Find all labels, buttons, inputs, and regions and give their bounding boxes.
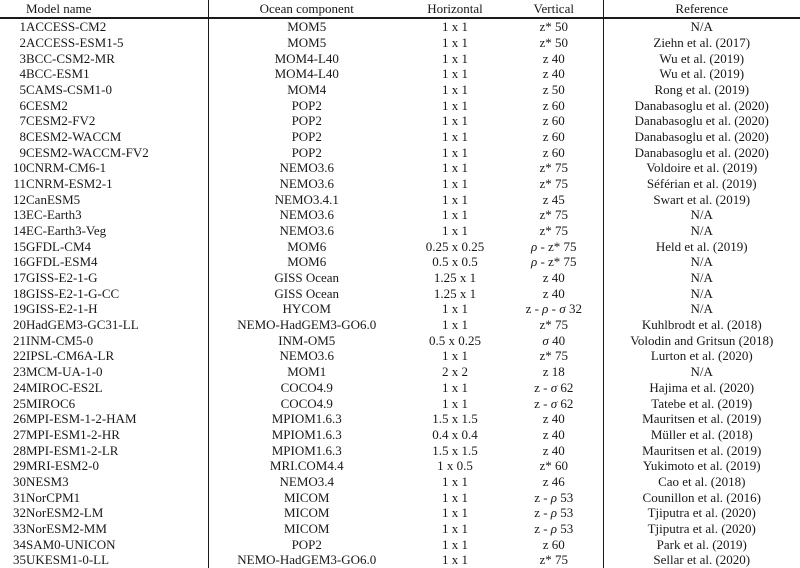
table-row — [0, 82, 800, 98]
reference: Lurton et al. (2020) — [650, 348, 753, 364]
ocean-component: NEMO3.6 — [279, 176, 335, 192]
row-number: 25 — [13, 395, 26, 411]
ocean-component: NEMO3.6 — [279, 207, 335, 223]
vertical-resolution: z* 50 — [505, 35, 603, 51]
table-row — [0, 411, 800, 427]
vertical-resolution: z - σ 62 — [505, 395, 603, 411]
horizontal-resolution: 1 x 1 — [442, 395, 468, 411]
vertical-resolution: z 40 — [505, 411, 603, 427]
reference: N/A — [690, 207, 713, 223]
model-name: MIROC6 — [26, 395, 208, 411]
row-number: 9 — [19, 144, 26, 160]
table-row — [0, 113, 800, 129]
horizontal-resolution: 1 x 1 — [442, 19, 468, 35]
vertical-resolution: z 40 — [505, 50, 603, 66]
reference: N/A — [690, 270, 713, 286]
model-name: MPI-ESM-1-2-HAM — [26, 411, 208, 427]
table-row — [0, 458, 800, 474]
reference: N/A — [690, 19, 713, 35]
table-row — [0, 35, 800, 51]
vertical-resolution: z - ρ 53 — [505, 505, 603, 521]
reference: Cao et al. (2018) — [658, 473, 746, 489]
table-body — [0, 18, 800, 568]
vertical-resolution: z* 75 — [505, 160, 603, 176]
reference: Sellar et al. (2020) — [653, 552, 751, 568]
horizontal-resolution: 1.5 x 1.5 — [432, 442, 478, 458]
ocean-component: GISS Ocean — [274, 285, 340, 301]
ocean-component: POP2 — [291, 144, 322, 160]
reference: Müller et al. (2018) — [650, 426, 753, 442]
row-number: 19 — [13, 301, 26, 317]
row-number: 34 — [13, 536, 26, 552]
table-row — [0, 97, 800, 113]
horizontal-resolution: 1 x 1 — [442, 552, 468, 568]
model-name: MPI-ESM1-2-HR — [26, 427, 208, 443]
ocean-component: NEMO3.4 — [279, 473, 335, 489]
horizontal-resolution: 1 x 1 — [442, 223, 468, 239]
horizontal-resolution: 1 x 1 — [442, 160, 468, 176]
table-row — [0, 442, 800, 458]
model-name: BCC-CSM2-MR — [26, 50, 208, 66]
horizontal-resolution: 1 x 1 — [442, 176, 468, 192]
header-vertical: Vertical — [505, 0, 603, 18]
ocean-component: MOM5 — [287, 19, 327, 35]
table-row — [0, 176, 800, 192]
vertical-resolution: z - ρ 53 — [505, 521, 603, 537]
row-number: 1 — [19, 19, 26, 35]
horizontal-resolution: 1.25 x 1 — [433, 270, 477, 286]
model-name: GFDL-CM4 — [26, 238, 208, 254]
horizontal-resolution: 1 x 1 — [442, 536, 468, 552]
vertical-resolution: ρ - z* 75 — [505, 254, 603, 270]
row-number: 11 — [13, 176, 26, 192]
model-name: CAMS-CSM1-0 — [26, 82, 208, 98]
row-number: 23 — [13, 364, 26, 380]
reference: Danabasoglu et al. (2020) — [634, 97, 769, 113]
model-name: CanESM5 — [26, 191, 208, 207]
row-number: 29 — [13, 458, 26, 474]
model-name: CESM2-WACCM-FV2 — [26, 144, 208, 160]
vertical-resolution: z 60 — [505, 129, 603, 145]
row-number: 27 — [13, 426, 26, 442]
model-name: NorESM2-MM — [26, 521, 208, 537]
horizontal-resolution: 2 x 2 — [442, 364, 468, 380]
ocean-component: MPIOM1.6.3 — [271, 442, 342, 458]
model-name: ACCESS-CM2 — [26, 18, 208, 35]
table-row — [0, 301, 800, 317]
horizontal-resolution: 1 x 1 — [442, 82, 468, 98]
reference: Wu et al. (2019) — [659, 50, 745, 66]
reference: Rong et al. (2019) — [654, 82, 750, 98]
row-number: 32 — [13, 505, 26, 521]
row-number: 33 — [13, 520, 26, 536]
row-number: 14 — [13, 223, 26, 239]
reference: Park et al. (2019) — [656, 536, 747, 552]
reference: Ziehn et al. (2017) — [653, 35, 751, 51]
reference: Hajima et al. (2020) — [649, 379, 755, 395]
vertical-resolution: z* 75 — [505, 317, 603, 333]
model-name: NESM3 — [26, 474, 208, 490]
ocean-component: NEMO3.6 — [279, 160, 335, 176]
ocean-component: MOM1 — [287, 364, 327, 380]
row-number: 10 — [13, 160, 26, 176]
model-name: MPI-ESM1-2-LR — [26, 442, 208, 458]
reference: Séférian et al. (2019) — [646, 176, 757, 192]
row-number: 3 — [19, 50, 26, 66]
model-name: GISS-E2-1-G — [26, 270, 208, 286]
table-row — [0, 317, 800, 333]
ocean-component: MOM6 — [287, 254, 327, 270]
row-number: 21 — [13, 332, 26, 348]
row-number: 6 — [19, 97, 26, 113]
table-row — [0, 129, 800, 145]
row-number: 30 — [13, 473, 26, 489]
horizontal-resolution: 1 x 1 — [442, 489, 468, 505]
model-name: GISS-E2-1-G-CC — [26, 285, 208, 301]
vertical-resolution: z* 50 — [505, 18, 603, 35]
model-name: ACCESS-ESM1-5 — [26, 35, 208, 51]
table-row — [0, 348, 800, 364]
reference: Tatebe et al. (2019) — [651, 395, 753, 411]
model-name: HadGEM3-GC31-LL — [26, 317, 208, 333]
table-row — [0, 285, 800, 301]
vertical-resolution: σ 40 — [505, 332, 603, 348]
row-number: 22 — [13, 348, 26, 364]
vertical-resolution: z 60 — [505, 113, 603, 129]
vertical-resolution: z* 60 — [505, 458, 603, 474]
vertical-resolution: z 40 — [505, 66, 603, 82]
model-name: NorCPM1 — [26, 489, 208, 505]
table-row — [0, 395, 800, 411]
horizontal-resolution: 1.25 x 1 — [433, 285, 477, 301]
ocean-component: HYCOM — [282, 301, 331, 317]
horizontal-resolution: 1 x 1 — [442, 66, 468, 82]
horizontal-resolution: 1 x 1 — [442, 191, 468, 207]
row-number: 31 — [13, 489, 26, 505]
row-number: 13 — [13, 207, 26, 223]
row-number: 15 — [13, 238, 26, 254]
table-row — [0, 364, 800, 380]
vertical-resolution: z* 75 — [505, 207, 603, 223]
row-number: 4 — [19, 66, 26, 82]
row-number: 16 — [13, 254, 26, 270]
vertical-resolution: z* 75 — [505, 348, 603, 364]
horizontal-resolution: 1 x 1 — [442, 129, 468, 145]
model-name: MCM-UA-1-0 — [26, 364, 208, 380]
reference: N/A — [690, 364, 713, 380]
ocean-component: MICOM — [283, 489, 330, 505]
ocean-component: MOM6 — [287, 238, 327, 254]
horizontal-resolution: 1 x 1 — [442, 301, 468, 317]
row-number: 12 — [13, 191, 26, 207]
vertical-resolution: ρ - z* 75 — [505, 238, 603, 254]
row-number: 17 — [13, 270, 26, 286]
ocean-component: NEMO-HadGEM3-GO6.0 — [237, 552, 377, 568]
horizontal-resolution: 1 x 1 — [442, 97, 468, 113]
header-ocean-component: Ocean component — [208, 0, 405, 18]
vertical-resolution: z 46 — [505, 474, 603, 490]
ocean-component: MICOM — [283, 520, 330, 536]
table-row — [0, 427, 800, 443]
model-name: CESM2-WACCM — [26, 129, 208, 145]
horizontal-resolution: 1 x 0.5 — [437, 458, 473, 474]
row-number: 28 — [13, 442, 26, 458]
ocean-component: MPIOM1.6.3 — [271, 426, 342, 442]
vertical-resolution: z 60 — [505, 144, 603, 160]
horizontal-resolution: 1 x 1 — [442, 207, 468, 223]
horizontal-resolution: 1 x 1 — [442, 35, 468, 51]
model-name: UKESM1-0-LL — [26, 552, 208, 568]
horizontal-resolution: 1 x 1 — [442, 348, 468, 364]
horizontal-resolution: 1 x 1 — [442, 473, 468, 489]
model-name: CESM2-FV2 — [26, 113, 208, 129]
row-number: 35 — [13, 552, 26, 568]
ocean-component: GISS Ocean — [274, 270, 340, 286]
horizontal-resolution: 1 x 1 — [442, 317, 468, 333]
model-name: IPSL-CM6A-LR — [26, 348, 208, 364]
row-number: 5 — [19, 82, 26, 98]
reference: Mauritsen et al. (2019) — [642, 411, 762, 427]
ocean-component: MOM4-L40 — [274, 50, 339, 66]
ocean-component: NEMO-HadGEM3-GO6.0 — [237, 317, 377, 333]
reference: Danabasoglu et al. (2020) — [634, 129, 769, 145]
table-row — [0, 144, 800, 160]
model-name: MRI-ESM2-0 — [26, 458, 208, 474]
vertical-resolution: z 50 — [505, 82, 603, 98]
reference: Yukimoto et al. (2019) — [642, 458, 761, 474]
vertical-resolution: z - σ 62 — [505, 380, 603, 396]
model-name: EC-Earth3-Veg — [26, 223, 208, 239]
table-row — [0, 254, 800, 270]
ocean-component: POP2 — [291, 129, 322, 145]
vertical-resolution: z* 75 — [505, 223, 603, 239]
model-name: CNRM-ESM2-1 — [26, 176, 208, 192]
ocean-component: MRI.COM4.4 — [269, 458, 344, 474]
reference: Swart et al. (2019) — [653, 191, 751, 207]
ocean-component: NEMO3.6 — [279, 348, 335, 364]
ocean-component: MPIOM1.6.3 — [271, 411, 342, 427]
row-number: 24 — [13, 379, 26, 395]
ocean-component: COCO4.9 — [280, 395, 333, 411]
ocean-component: COCO4.9 — [280, 379, 333, 395]
table-row — [0, 270, 800, 286]
horizontal-resolution: 1 x 1 — [442, 50, 468, 66]
reference: Wu et al. (2019) — [659, 66, 745, 82]
ocean-component: MOM5 — [287, 35, 327, 51]
table-row — [0, 191, 800, 207]
table-row — [0, 552, 800, 568]
horizontal-resolution: 1 x 1 — [442, 520, 468, 536]
vertical-resolution: z 60 — [505, 536, 603, 552]
model-name: INM-CM5-0 — [26, 332, 208, 348]
horizontal-resolution: 1 x 1 — [442, 144, 468, 160]
horizontal-resolution: 1 x 1 — [442, 379, 468, 395]
ocean-component: MOM4-L40 — [274, 66, 339, 82]
ocean-component: POP2 — [291, 113, 322, 129]
row-number: 20 — [13, 317, 26, 333]
model-name: SAM0-UNICON — [26, 536, 208, 552]
reference: Counillon et al. (2016) — [642, 489, 761, 505]
vertical-resolution: z - ρ - σ 32 — [505, 301, 603, 317]
ocean-component: POP2 — [291, 536, 322, 552]
row-number: 8 — [19, 129, 26, 145]
vertical-resolution: z* 75 — [505, 552, 603, 568]
horizontal-resolution: 1 x 1 — [442, 505, 468, 521]
vertical-resolution: z 40 — [505, 285, 603, 301]
vertical-resolution: z 40 — [505, 270, 603, 286]
header-row — [0, 0, 800, 18]
model-name: EC-Earth3 — [26, 207, 208, 223]
reference: N/A — [690, 223, 713, 239]
reference: Kuhlbrodt et al. (2018) — [641, 317, 762, 333]
reference: Tjiputra et al. (2020) — [647, 520, 756, 536]
table-row — [0, 505, 800, 521]
vertical-resolution: z 40 — [505, 442, 603, 458]
reference: N/A — [690, 254, 713, 270]
reference: Held et al. (2019) — [655, 238, 748, 254]
reference: Danabasoglu et al. (2020) — [634, 144, 769, 160]
horizontal-resolution: 1 x 1 — [442, 113, 468, 129]
vertical-resolution: z - ρ 53 — [505, 489, 603, 505]
ocean-component: MOM4 — [287, 82, 327, 98]
model-name: NorESM2-LM — [26, 505, 208, 521]
table-row — [0, 521, 800, 537]
ocean-component: MICOM — [283, 505, 330, 521]
table-row — [0, 160, 800, 176]
reference: N/A — [690, 285, 713, 301]
model-name: CNRM-CM6-1 — [26, 160, 208, 176]
table-row — [0, 474, 800, 490]
reference: Volodin and Gritsun (2018) — [630, 332, 774, 348]
vertical-resolution: z 40 — [505, 427, 603, 443]
row-number: 2 — [19, 35, 26, 51]
model-name: CESM2 — [26, 97, 208, 113]
table-row — [0, 18, 800, 35]
horizontal-resolution: 0.5 x 0.5 — [432, 254, 478, 270]
vertical-resolution: z* 75 — [505, 176, 603, 192]
row-number: 7 — [19, 113, 26, 129]
model-name: GFDL-ESM4 — [26, 254, 208, 270]
table-row — [0, 223, 800, 239]
header-row-number — [0, 0, 26, 18]
ocean-component: NEMO3.6 — [279, 223, 335, 239]
reference: Mauritsen et al. (2019) — [642, 442, 762, 458]
vertical-resolution: z 60 — [505, 97, 603, 113]
reference: Danabasoglu et al. (2020) — [634, 113, 769, 129]
table-row — [0, 207, 800, 223]
vertical-resolution: z 18 — [505, 364, 603, 380]
table-row — [0, 380, 800, 396]
header-reference: Reference — [603, 0, 800, 18]
ocean-component: POP2 — [291, 97, 322, 113]
row-number: 26 — [13, 411, 26, 427]
header-model-name: Model name — [26, 0, 208, 18]
table-row — [0, 332, 800, 348]
model-name: GISS-E2-1-H — [26, 301, 208, 317]
model-name: MIROC-ES2L — [26, 380, 208, 396]
horizontal-resolution: 0.25 x 0.25 — [425, 238, 485, 254]
table-row — [0, 66, 800, 82]
table-row — [0, 238, 800, 254]
table-row — [0, 536, 800, 552]
horizontal-resolution: 0.5 x 0.25 — [429, 332, 481, 348]
header-horizontal: Horizontal — [405, 0, 505, 18]
table-row — [0, 489, 800, 505]
row-number: 18 — [13, 285, 26, 301]
ocean-component: INM-OM5 — [278, 332, 336, 348]
reference: N/A — [690, 301, 713, 317]
horizontal-resolution: 0.4 x 0.4 — [432, 426, 478, 442]
ocean-component: NEMO3.4.1 — [274, 191, 339, 207]
table-header — [0, 0, 800, 18]
horizontal-resolution: 1.5 x 1.5 — [432, 411, 478, 427]
reference: Voldoire et al. (2019) — [646, 160, 758, 176]
reference: Tjiputra et al. (2020) — [647, 505, 756, 521]
vertical-resolution: z 45 — [505, 191, 603, 207]
table-row — [0, 50, 800, 66]
model-name: BCC-ESM1 — [26, 66, 208, 82]
